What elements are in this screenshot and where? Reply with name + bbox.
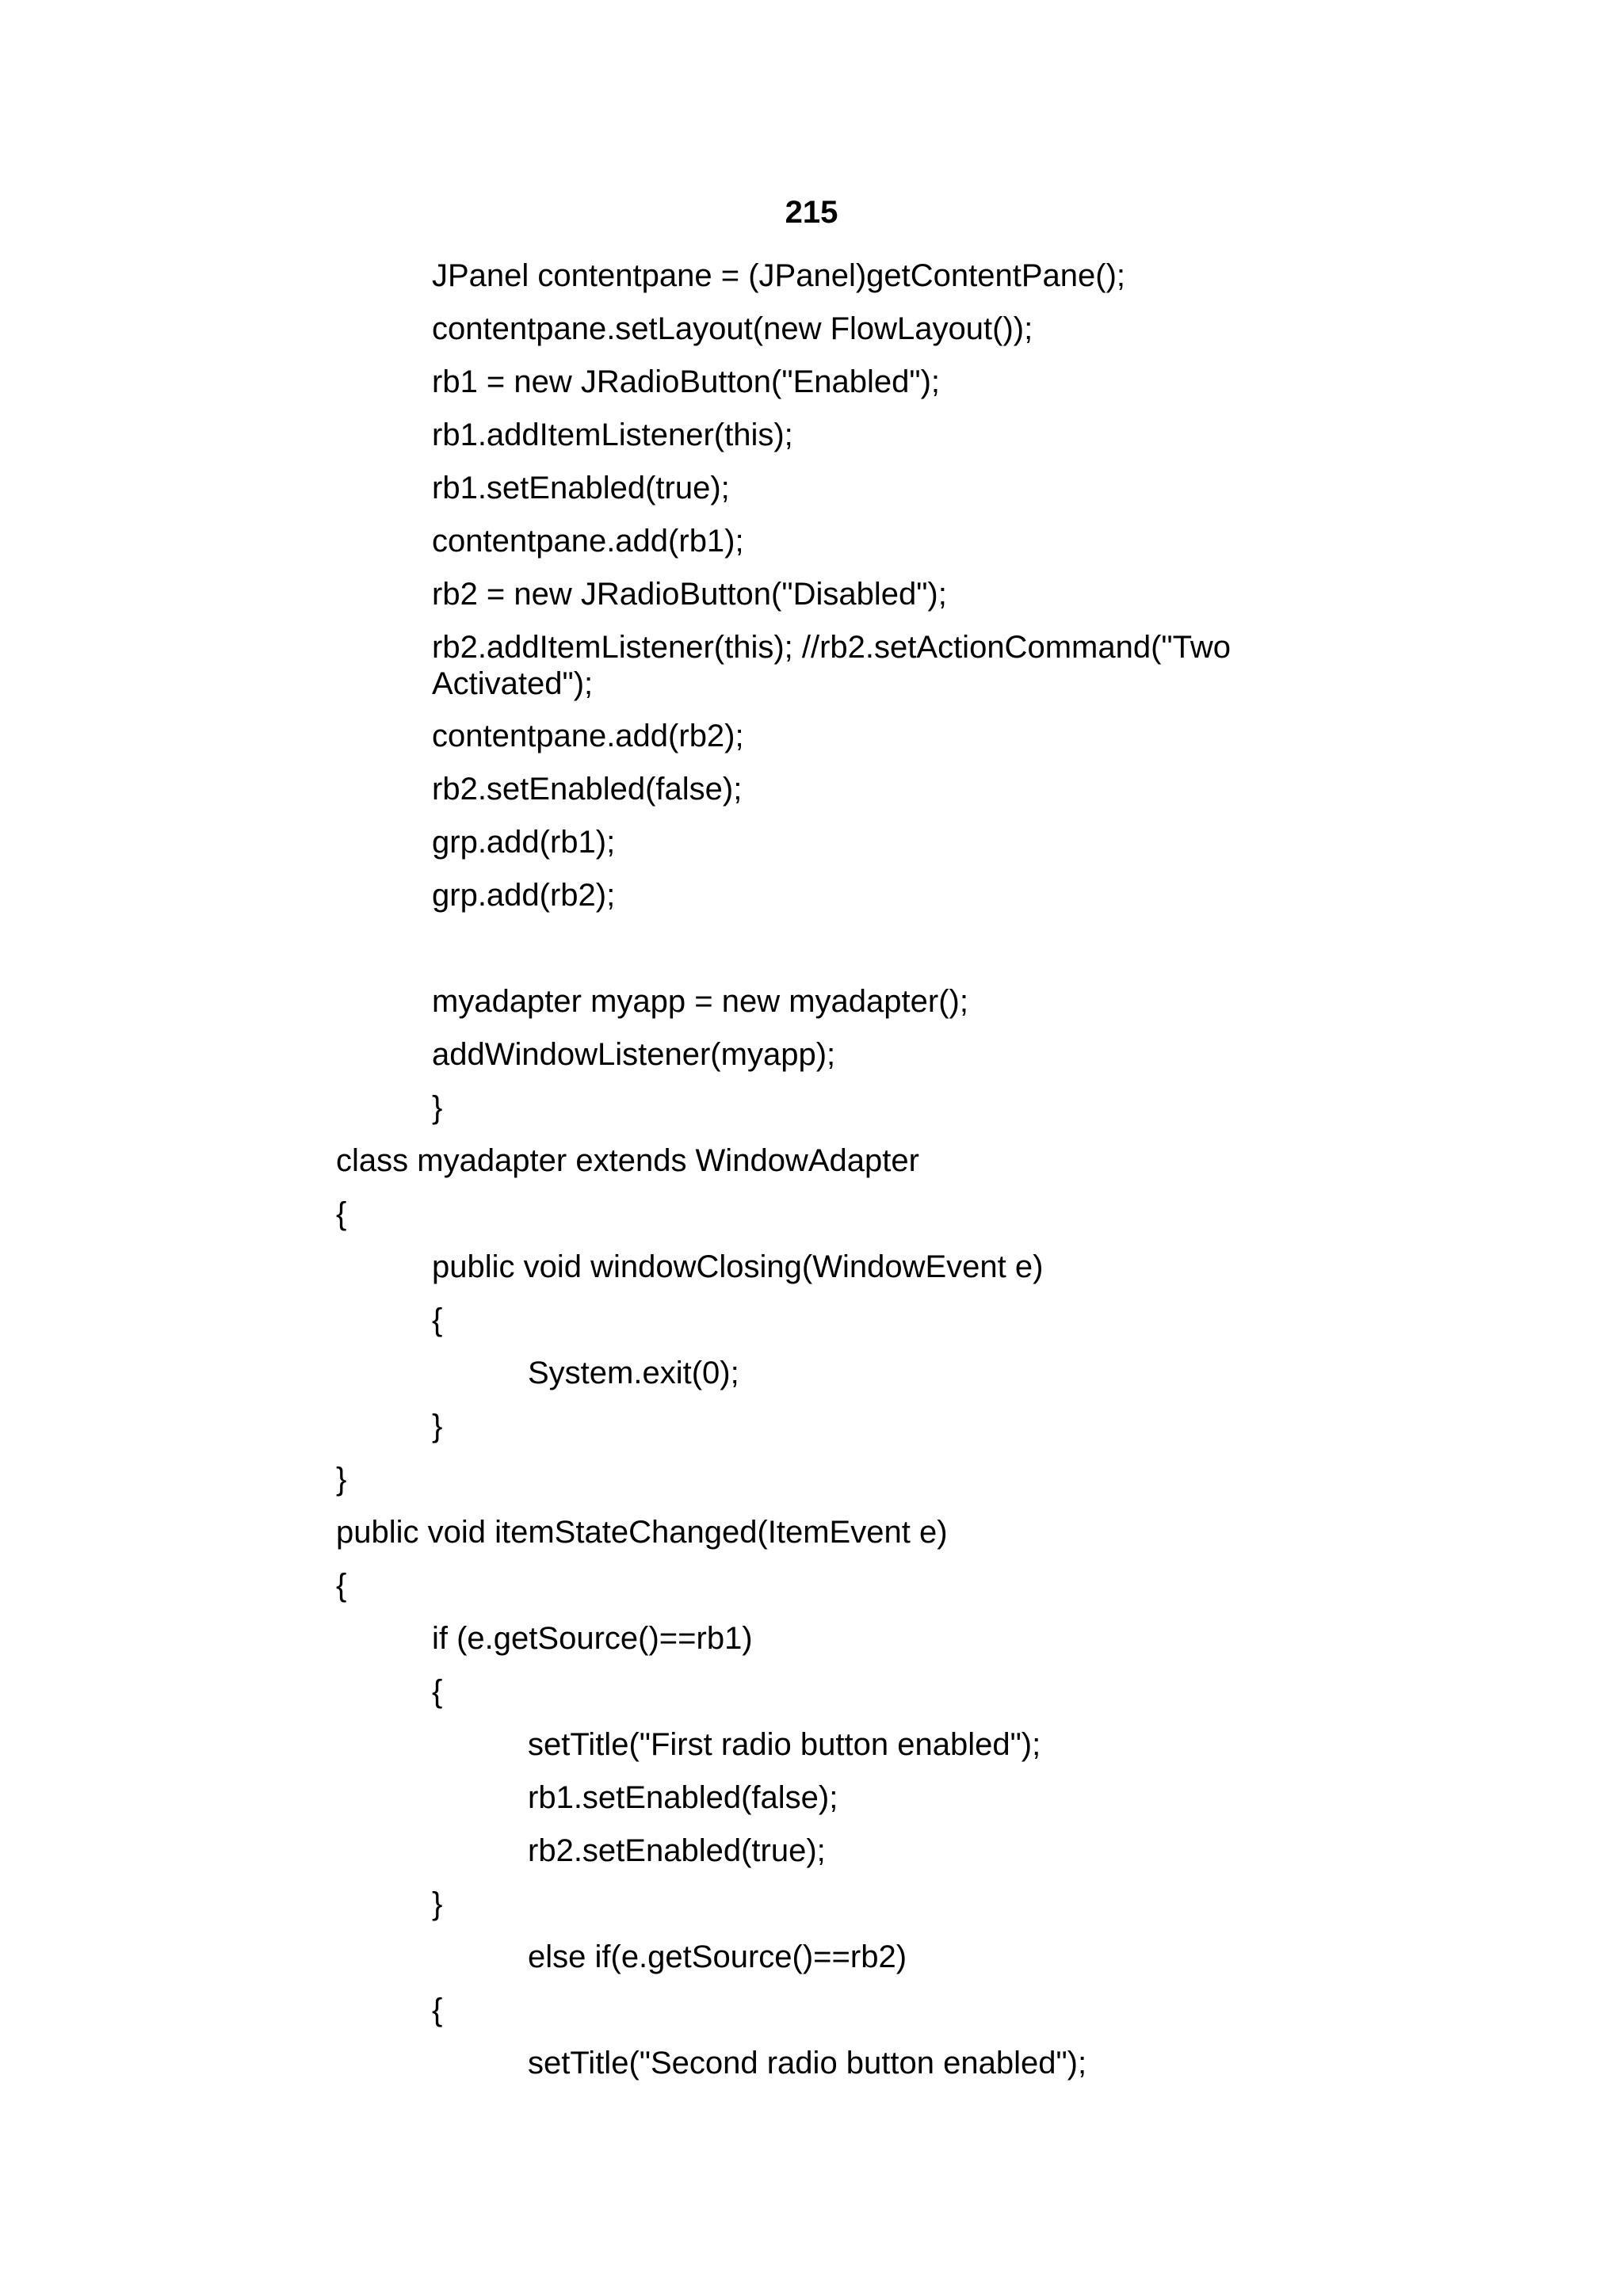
code-line: setTitle("First radio button enabled"); [528,1727,1041,1762]
code-line: rb2 = new JRadioButton("Disabled"); [432,577,947,612]
code-line: System.exit(0); [528,1356,739,1390]
page-number: 215 [785,195,838,230]
code-listing [0,257,1623,2098]
code-line: { [336,1568,347,1603]
code-line: public void windowClosing(WindowEvent e) [432,1249,1044,1284]
code-line: { [336,1196,347,1231]
code-line: contentpane.add(rb1); [432,524,744,559]
code-line: class myadapter extends WindowAdapter [336,1143,919,1178]
code-line: contentpane.add(rb2); [432,719,744,753]
code-line: myadapter myapp = new myadapter(); [432,984,968,1019]
code-line: rb1 = new JRadioButton("Enabled"); [432,364,940,399]
code-line: } [432,1090,443,1125]
code-line: { [432,1993,443,2027]
code-line: rb2.addItemListener(this); //rb2.setActionCommand("Two Activated"); [432,630,1231,701]
code-line: } [336,1462,347,1497]
code-line: { [432,1674,443,1709]
code-line: else if(e.getSource()==rb2) [528,1939,907,1974]
code-line: rb2.setEnabled(true); [528,1833,826,1868]
code-line: if (e.getSource()==rb1) [432,1621,753,1656]
code-line: JPanel contentpane = (JPanel)getContentPane(); [432,258,1126,293]
code-line: setTitle("Second radio button enabled"); [528,2046,1087,2081]
code-line: contentpane.setLayout(new FlowLayout()); [432,311,1033,346]
code-line: { [432,1302,443,1337]
code-line: public void itemStateChanged(ItemEvent e) [336,1515,948,1550]
code-line: rb2.setEnabled(false); [432,772,743,807]
code-line: grp.add(rb2); [432,878,616,913]
code-line: rb1.setEnabled(false); [528,1780,838,1815]
code-line: rb1.setEnabled(true); [432,471,730,505]
blank-line [0,930,1623,983]
code-line: } [432,1409,443,1444]
code-line: } [432,1886,443,1921]
code-line: rb1.addItemListener(this); [432,418,793,452]
code-line: addWindowListener(myapp); [432,1037,836,1072]
code-line: grp.add(rb1); [432,825,616,860]
